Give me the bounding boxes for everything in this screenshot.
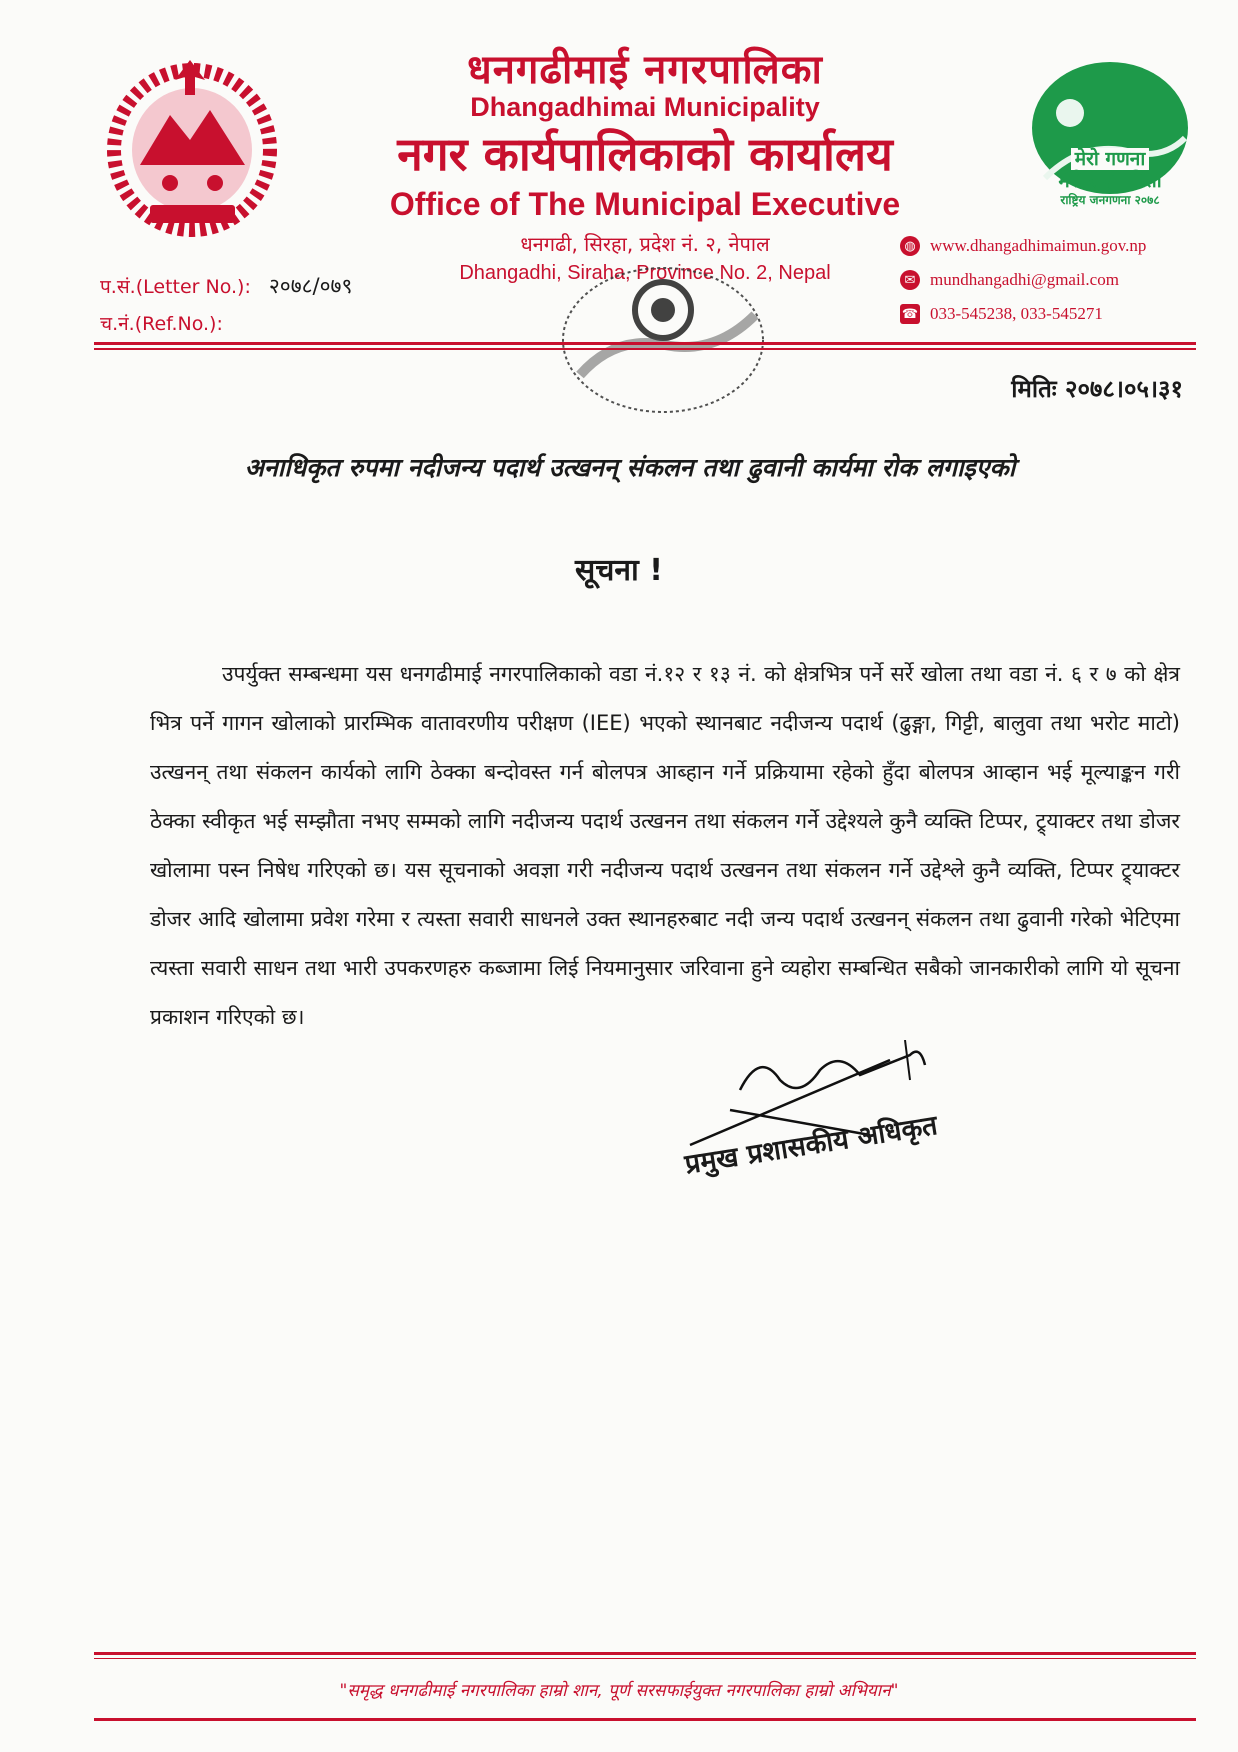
address-nepali: धनगढी, सिरहा, प्रदेश नं. २, नेपाल <box>520 232 770 256</box>
reference-number-label: च.नं.(Ref.No.): <box>100 313 223 335</box>
address-english: Dhangadhi, Siraha, Province No. 2, Nepal <box>459 262 831 284</box>
phone-contact <box>900 304 1103 324</box>
footer-divider-bottom <box>94 1718 1196 1721</box>
phone-text: 033-545238, 033-545271 <box>930 304 1103 323</box>
office-name-english: Office of The Municipal Executive <box>389 186 901 222</box>
header-divider <box>94 342 1196 345</box>
nepal-emblem-icon <box>100 55 285 240</box>
letter-date: मितिः २०७८।०५।३१ <box>1011 375 1183 403</box>
header-divider-thin <box>94 348 1196 350</box>
office-name-nepali: नगर कार्यपालिकाको कार्यालय <box>397 127 893 181</box>
globe-icon: ◍ <box>900 236 920 256</box>
footer-divider-top <box>94 1652 1196 1655</box>
telephone-icon: ☎ <box>900 304 920 324</box>
municipality-name-english: Dhangadhimai Municipality <box>470 92 820 122</box>
signer-designation: प्रमुख प्रशासकीय अधिकृत <box>682 1110 940 1181</box>
census-slogan-1: मेरो गणना <box>1071 148 1150 170</box>
census-slogan-2: मेरो सहभागिता <box>1058 170 1162 192</box>
notice-body: उपर्युक्त सम्बन्धमा यस धनगढीमाई नगरपालिकाको वडा नं.१२ र १३ नं. को क्षेत्रभित्र पर्ने सर्रे खोला तथा वडा नं. ६ र ७ को क्षेत्र भित्र पर्ने गागन खोलाको प्रारम्भिक वातावरणीय परीक्षण (IEE) भएको स्थानबाट नदीजन्य पदार्थ (ढुङ्गा, गिट्टी, बालुवा तथा भरोट माटो) उत्खनन् तथा संकलन कार्यको लागि ठेक्का बन्दोवस्त गर्न बोलपत्र आब्हान गर्ने प्रक्रियामा रहेको हुँदा बोलपत्र आव्हान भई मूल्याङ्कन गरी ठेक्का स्वीकृत भई सम्झौता नभए सम्मको लागि नदीजन्य पदार्थ उत्खनन तथा संकलन गर्ने उद्देश्यले कुनै व्यक्ति टिप्पर, ट्र्याक्टर तथा डोजर खोलामा पस्न निषेध गरिएको छ। यस सूचनाको अवज्ञा गरी नदीजन्य पदार्थ उत्खनन तथा संकलन गर्ने उद्देश्ले कुनै व्यक्ति, टिप्पर ट्र्याक्टर डोजर आदि खोलामा प्रवेश गरेमा र त्यस्ता सवारी साधनले उक्त स्थानहरुबाट नदी जन्य पदार्थ उत्खनन् संकलन तथा ढुवानी गरेको भेटिएमा त्यस्ता सवारी साधन तथा भारी उपकरणहरु कब्जामा लिई नियमानुसार जरिवाना हुने व्यहोरा सम्बन्धित सबैको जानकारीको लागि यो सूचना प्रकाशन गरिएको छ। <box>150 662 1180 1029</box>
envelope-icon: ✉ <box>900 270 920 290</box>
website-contact <box>900 236 1146 256</box>
municipality-name-nepali: धनगढीमाई नगरपालिका <box>467 47 823 93</box>
census-slogan-3: राष्ट्रिय जनगणना २०७८ <box>1060 193 1160 207</box>
footer-divider-top-thin <box>94 1658 1196 1659</box>
census-logo <box>1025 58 1195 223</box>
letter-number-value: २०७८/०७९ <box>268 274 353 298</box>
reference-number <box>100 310 223 336</box>
notice-subject: अनाधिकृत रुपमा नदीजन्य पदार्थ उत्खनन् संकलन तथा ढुवानी कार्यमा रोक लगाइएको <box>244 453 1016 482</box>
letter-number <box>100 272 352 300</box>
notice-title: सूचना ! <box>575 553 663 588</box>
email-contact <box>900 270 1119 290</box>
footer-slogan: "समृद्ध धनगढीमाई नगरपालिका हाम्रो शान, पूर्ण सरसफाईयुक्त नगरपालिका हाम्रो अभियान" <box>339 1681 899 1701</box>
letter-number-label: प.सं.(Letter No.): <box>100 276 251 298</box>
website-text: www.dhangadhimaimun.gov.np <box>930 236 1147 255</box>
email-text: mundhangadhi@gmail.com <box>930 270 1119 289</box>
